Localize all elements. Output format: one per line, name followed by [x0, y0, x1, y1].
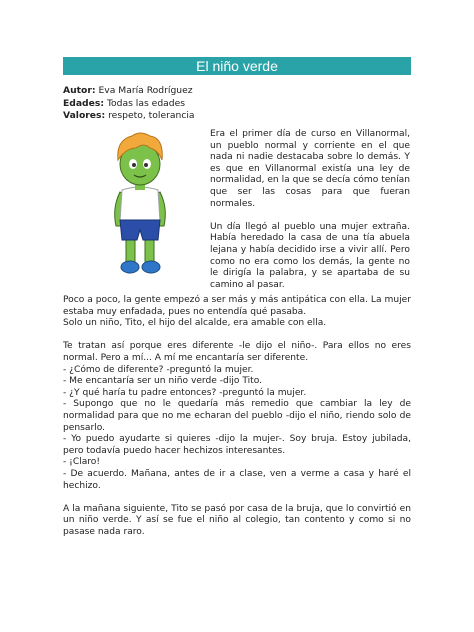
dialogue-line: - De acuerdo. Mañana, antes de ir a clase, ven a verme a casa y haré el hechizo.: [63, 468, 411, 491]
title-bar: [63, 57, 411, 75]
ages-line: [63, 98, 195, 111]
dialogue-line: - Yo puedo ayudarte si quieres -dijo la mujer-. Soy bruja. Estoy jubilada, pero todavía puedo hacer hechizos interesantes.: [63, 434, 411, 456]
values-line: [63, 110, 195, 123]
paragraph: A la mañana siguiente, Tito se pasó por casa de la bruja, que lo convirtió en un niño verde. Y así se fue el niño al colegio, tan contento y como si no pasase nada raro.: [63, 503, 411, 537]
paragraph: Era el primer día de curso en Villanormal, un pueblo normal y corriente en el que nada ni nadie destacaba sobre lo demás. Y es que en Villanormal existía una ley de normalidad, en la que se decía cómo tenían que ser las cosas para que fueran normales.: [210, 129, 410, 209]
paragraph: Un día llegó al pueblo una mujer extraña. Había heredado la casa de una tía abuela lejana y había decidido irse a vivir allí. Pero como no era como los demás, la gente no le dirigía la palabra, y se apartaba de su camino al pasar.: [210, 221, 410, 290]
dialogue-line: - Supongo que no le quedaría más remedio que cambiar la ley de normalidad para que no me echaran del pueblo -dijo el niño, riendo solo de pensarlo.: [63, 399, 411, 433]
paragraph: Poco a poco, la gente empezó a ser más y más antipática con ella. La mujer estaba muy enfadada, pues no entendía qué pasaba.: [63, 295, 411, 317]
story-title: El niño verde: [196, 58, 278, 74]
dialogue-line: - ¿Y qué haría tu padre entonces? -preguntó la mujer.: [63, 387, 307, 398]
meta-value: respeto, tolerancia: [108, 110, 195, 121]
meta-key: Edades:: [63, 97, 105, 109]
story-body: [63, 295, 411, 538]
dialogue-line: - ¡Claro!: [63, 457, 101, 468]
dialogue-line: - ¿Cómo de diferente? -preguntó la mujer.: [63, 364, 254, 375]
meta-key: Valores:: [63, 110, 106, 121]
paragraph: Solo un niño, Tito, el hijo del alcalde, era amable con ella.: [63, 318, 327, 329]
green-boy-illustration: [98, 126, 182, 280]
author-line: [63, 85, 195, 98]
intro-text: [210, 129, 410, 303]
dialogue-line: Te tratan así porque eres diferente -le dijo el niño-. Para ellos no eres normal. Pero a mí... A mí me encantaría ser diferente.: [63, 341, 411, 363]
meta-value: Todas las edades: [106, 97, 186, 109]
meta-value: Eva María Rodríguez: [98, 85, 193, 96]
dialogue-line: - Me encantaría ser un niño verde -dijo Tito.: [63, 376, 262, 387]
story-metadata: [63, 85, 195, 123]
meta-key: Autor:: [63, 85, 96, 96]
